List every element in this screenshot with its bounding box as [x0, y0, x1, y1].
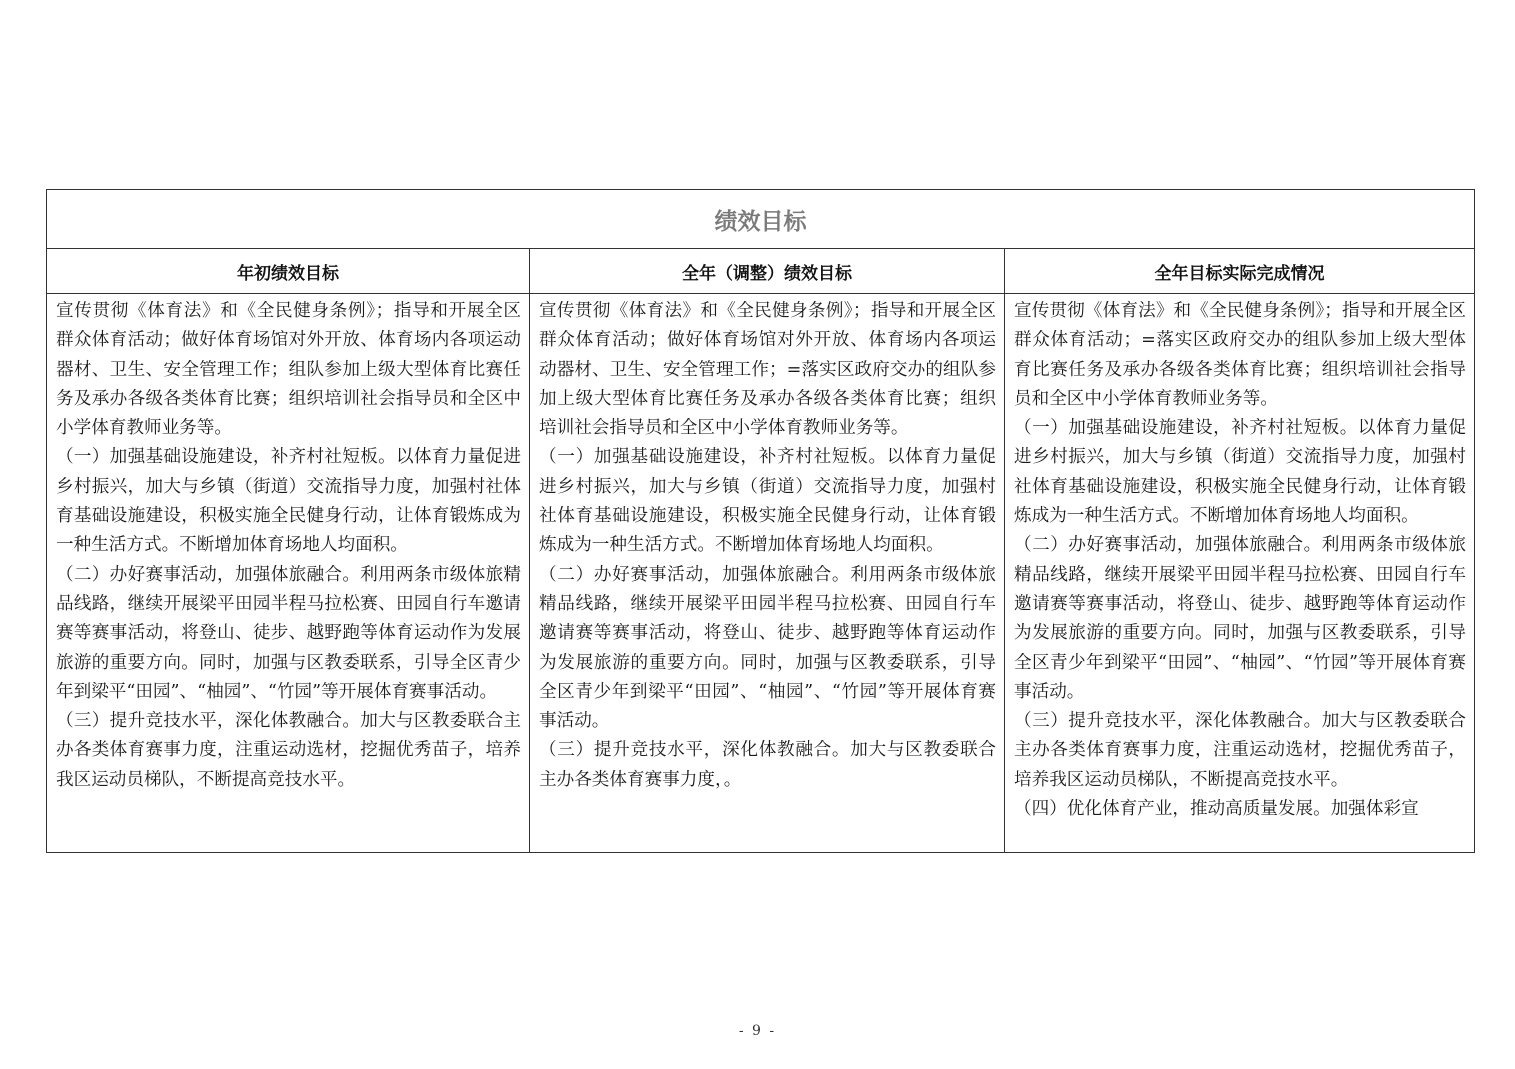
- table-body-row: [47, 294, 1475, 853]
- header-actual-completion: 全年目标实际完成情况: [1005, 249, 1475, 294]
- cell-adjusted-goals-content: [530, 294, 1004, 852]
- table-title-row: [47, 190, 1475, 249]
- page-number: - 9 -: [738, 1023, 777, 1039]
- paragraph: （三）提升竞技水平，深化体教融合。加大与区教委联合主办各类体育赛事力度，。: [539, 740, 996, 790]
- performance-goals-table: [46, 189, 1475, 853]
- cell-actual-completion: [1005, 294, 1475, 853]
- paragraph: （二）办好赛事活动，加强体旅融合。利用两条市级体旅精品线路，继续开展梁平田园半程马拉松赛、田园自行车邀请赛等赛事活动，将登山、徒步、越野跑等体育运动作为发展旅游的重要方向。同时，加强与区教委联系，引导全区青少年到梁平“田园”、“柚园”、“竹园”等开展体育赛事活动。: [1014, 535, 1466, 702]
- header-adjusted-goals: 全年（调整）绩效目标: [530, 249, 1005, 294]
- cell-actual-completion-content: [1005, 294, 1474, 852]
- cell-adjusted-goals: [530, 294, 1005, 853]
- cell-initial-goals-content: [47, 294, 529, 852]
- paragraph: （一）加强基础设施建设，补齐村社短板。以体育力量促进乡村振兴，加大与乡镇（街道）交流指导力度，加强村社体育基础设施建设，积极实施全民健身行动，让体育锻炼成为一种生活方式。不断增加体育场地人均面积。: [539, 447, 996, 556]
- paragraph: 宣传贯彻《体育法》和《全民健身条例》；指导和开展全区群众体育活动；=落实区政府交办的组队参加上级大型体育比赛任务及承办各级各类体育比赛；组织培训社会指导员和全区中小学体育教师业务等。: [1014, 301, 1466, 409]
- paragraph: （一）加强基础设施建设，补齐村社短板。以体育力量促进乡村振兴，加大与乡镇（街道）交流指导力度，加强村社体育基础设施建设，积极实施全民健身行动，让体育锻炼成为一种生活方式。不断增加体育场地人均面积。: [1014, 418, 1466, 527]
- paragraph: 宣传贯彻《体育法》和《全民健身条例》；指导和开展全区群众体育活动；做好体育场馆对外开放、体育场内各项运动器材、卫生、安全管理工作；=落实区政府交办的组队参加上级大型体育比赛任务及承办各级各类体育比赛；组织培训社会指导员和全区中小学体育教师业务等。: [539, 301, 996, 439]
- paragraph: （四）优化体育产业，推动高质量发展。加强体彩宣: [1014, 799, 1419, 820]
- paragraph: （一）加强基础设施建设，补齐村社短板。以体育力量促进乡村振兴，加大与乡镇（街道）交流指导力度，加强村社体育基础设施建设，积极实施全民健身行动，让体育锻炼成为一种生活方式。不断增加体育场地人均面积。: [56, 447, 521, 556]
- paragraph: （二）办好赛事活动，加强体旅融合。利用两条市级体旅精品线路，继续开展梁平田园半程马拉松赛、田园自行车邀请赛等赛事活动，将登山、徒步、越野跑等体育运动作为发展旅游的重要方向。同时，加强与区教委联系，引导全区青少年到梁平“田园”、“柚园”、“竹园”等开展体育赛事活动。: [56, 564, 521, 702]
- paragraph: （三）提升竞技水平，深化体教融合。加大与区教委联合主办各类体育赛事力度，注重运动选材，挖掘优秀苗子，培养我区运动员梯队，不断提高竞技水平。: [56, 711, 521, 790]
- paragraph: （三）提升竞技水平，深化体教融合。加大与区教委联合主办各类体育赛事力度，注重运动选材，挖掘优秀苗子，培养我区运动员梯队，不断提高竞技水平。: [1014, 711, 1466, 790]
- table-header-row: [47, 249, 1475, 294]
- header-initial-goals: 年初绩效目标: [47, 249, 530, 294]
- paragraph: （二）办好赛事活动，加强体旅融合。利用两条市级体旅精品线路，继续开展梁平田园半程马拉松赛、田园自行车邀请赛等赛事活动，将登山、徒步、越野跑等体育运动作为发展旅游的重要方向。同时，加强与区教委联系，引导全区青少年到梁平“田园”、“柚园”、“竹园”等开展体育赛事活动。: [539, 564, 996, 732]
- cell-initial-goals: [47, 294, 530, 853]
- table-title: 绩效目标: [47, 190, 1475, 249]
- paragraph: 宣传贯彻《体育法》和《全民健身条例》；指导和开展全区群众体育活动；做好体育场馆对外开放、体育场内各项运动器材、卫生、安全管理工作；组队参加上级大型体育比赛任务及承办各级各类体育比赛；组织培训社会指导员和全区中小学体育教师业务等。: [56, 301, 521, 439]
